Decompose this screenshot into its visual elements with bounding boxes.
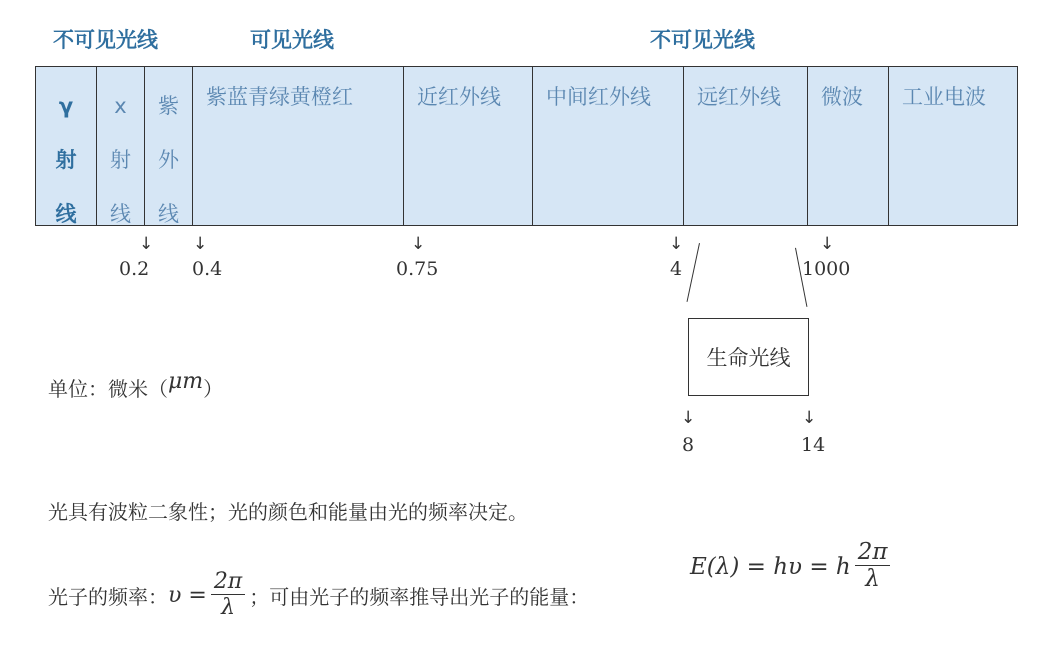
unit-suffix: ）: [203, 377, 224, 401]
tick-4: 4: [670, 258, 683, 280]
xray-char-3: 线: [110, 202, 131, 226]
cell-industrial: [889, 67, 1017, 225]
frequency-label: 光子的频率：: [48, 585, 168, 610]
energy-numerator: 2π: [855, 540, 891, 566]
cell-near-ir: [404, 67, 533, 225]
cell-uv: [145, 67, 193, 225]
tick-0-4: 0.4: [192, 258, 223, 280]
arrow-1000: ↓: [820, 234, 835, 254]
gamma-char-1: γ: [58, 94, 74, 118]
arrow-0-4: ↓: [193, 234, 208, 254]
arrow-0-75: ↓: [411, 234, 426, 254]
energy-formula: [690, 540, 894, 594]
far-ir-label: 远红外线: [697, 85, 781, 109]
gamma-char-2: 射: [55, 148, 77, 172]
tick-8: 8: [682, 434, 695, 456]
header-invisible-right: 不可见光线: [650, 28, 755, 52]
arrow-8: ↓: [681, 408, 696, 428]
tick-0-2: 0.2: [119, 258, 150, 280]
header-invisible-left: 不可见光线: [53, 28, 158, 52]
connector-left: [687, 243, 700, 302]
tick-14: 14: [801, 434, 826, 456]
cell-gamma: [36, 67, 97, 225]
header-visible: 可见光线: [250, 28, 334, 52]
industrial-label: 工业电波: [902, 85, 986, 109]
frequency-numerator: 2π: [211, 570, 245, 595]
life-light-label: 生命光线: [706, 346, 791, 370]
arrow-0-2: ↓: [139, 234, 154, 254]
unit-line: [48, 369, 224, 402]
wave-particle-statement: 光具有波粒二象性；光的颜色和能量由光的频率决定。: [48, 500, 528, 524]
derivation-text: ；可由光子的频率推导出光子的能量：: [249, 585, 590, 610]
uv-char-1: 紫: [158, 94, 179, 118]
spectrum-band: [35, 66, 1018, 226]
frequency-denominator: λ: [221, 595, 236, 621]
tick-1000: 1000: [802, 258, 851, 280]
unit-symbol: μm: [168, 369, 204, 394]
cell-visible: [193, 67, 404, 225]
cell-mid-ir: [533, 67, 684, 225]
xray-char-1: x: [114, 94, 127, 118]
cell-microwave: [808, 67, 889, 225]
life-light-box: [688, 318, 809, 396]
uv-char-3: 线: [158, 202, 179, 226]
near-ir-label: 近红外线: [417, 85, 501, 109]
arrow-4: ↓: [669, 234, 684, 254]
frequency-fraction: [211, 570, 245, 622]
energy-denominator: λ: [865, 566, 880, 593]
mid-ir-label: 中间红外线: [546, 85, 651, 109]
arrow-14: ↓: [802, 408, 817, 428]
cell-far-ir: [684, 67, 808, 225]
energy-fraction: [855, 540, 891, 594]
xray-char-2: 射: [110, 148, 131, 172]
microwave-label: 微波: [821, 85, 863, 109]
unit-prefix: 单位：微米（: [48, 377, 168, 401]
visible-label: 紫蓝青绿黄橙红: [206, 85, 353, 109]
nu-symbol: υ =: [168, 583, 207, 609]
frequency-formula-line: [48, 570, 589, 622]
tick-0-75: 0.75: [396, 258, 439, 280]
cell-xray: [97, 67, 145, 225]
uv-char-2: 外: [158, 148, 179, 172]
energy-lhs: E(λ) = hυ = h: [690, 553, 851, 580]
gamma-char-3: 线: [55, 202, 77, 226]
